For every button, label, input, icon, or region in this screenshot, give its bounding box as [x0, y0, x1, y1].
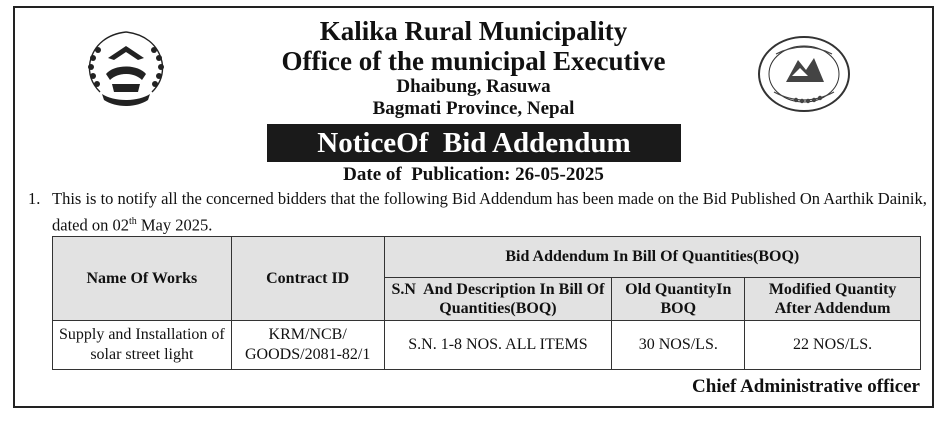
cell-name-of-works: Supply and Installation of solar street light — [53, 321, 232, 370]
address-line-1: Dhaibung, Rasuwa — [396, 76, 551, 97]
paragraph-text-end: May 2025. — [136, 215, 213, 235]
publication-date: Date of Publication: 26-05-2025 — [343, 164, 604, 185]
notice-title — [267, 124, 681, 162]
header-sn-description: S.N And Description In Bill Of Quantities(BOQ) — [384, 278, 612, 321]
paragraph-text-main: This is to notify all the concerned bidders that the following Bid Addendum has been made on the Bid Published On Aarthik Dainik, dated on 02 — [52, 189, 927, 235]
header-boq-group: Bid Addendum In Bill Of Quantities(BOQ) — [384, 237, 920, 278]
signatory: Chief Administrative officer — [692, 376, 920, 397]
notice-title-text: NoticeOf Bid Addendum — [317, 127, 631, 159]
cell-sn-description: S.N. 1-8 NOS. ALL ITEMS — [384, 321, 612, 370]
ordinal-suffix: th — [128, 216, 137, 227]
table-row — [53, 321, 921, 370]
header-old-quantity: Old QuantityIn BOQ — [612, 278, 745, 321]
cell-contract-id: KRM/NCB/ GOODS/2081-82/1 — [231, 321, 384, 370]
municipality-name: Kalika Rural Municipality — [319, 16, 628, 46]
header-modified-quantity: Modified Quantity After Addendum — [745, 278, 921, 321]
header-name-of-works: Name Of Works — [53, 237, 232, 321]
cell-modified-quantity: 22 NOS/LS. — [745, 321, 921, 370]
boq-table — [52, 236, 921, 370]
header-contract-id: Contract ID — [231, 237, 384, 321]
paragraph-text — [52, 187, 928, 237]
paragraph-number: 1. — [28, 189, 41, 208]
office-name: Office of the municipal Executive — [281, 46, 666, 76]
address-line-2: Bagmati Province, Nepal — [372, 98, 575, 119]
table-header-row-1 — [53, 237, 921, 278]
cell-old-quantity: 30 NOS/LS. — [612, 321, 745, 370]
